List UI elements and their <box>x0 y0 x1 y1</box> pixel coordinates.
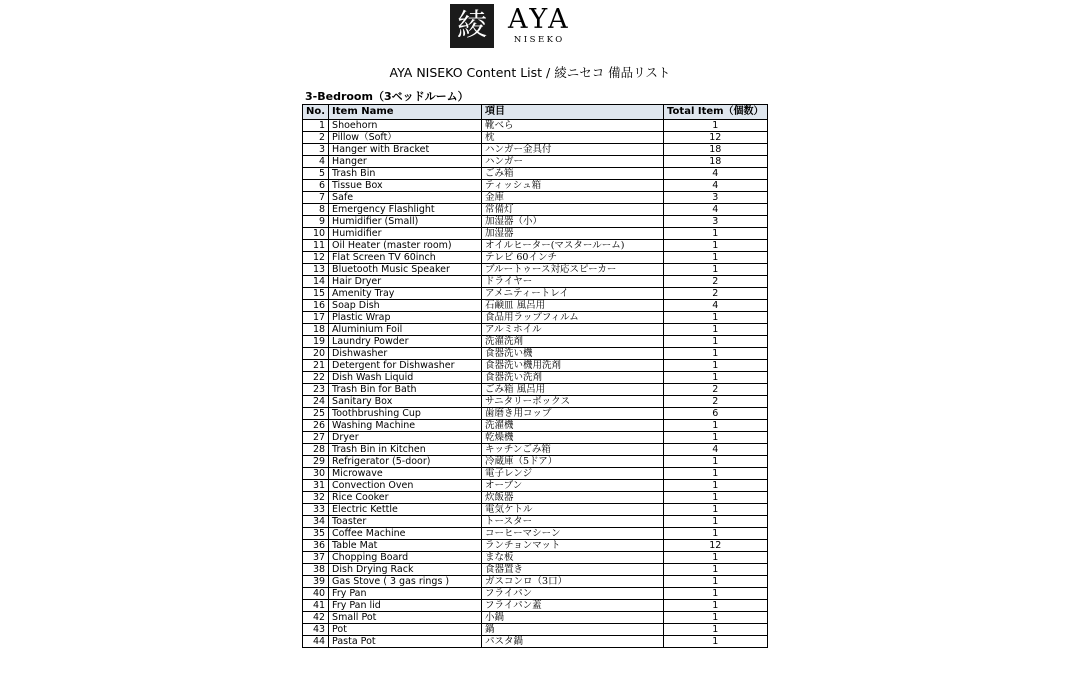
cell-item-name: Pasta Pot <box>329 636 482 648</box>
cell-item-name: Microwave <box>329 468 482 480</box>
cell-total: 4 <box>664 180 768 192</box>
table-row <box>303 396 768 408</box>
cell-item-name: Rice Cooker <box>329 492 482 504</box>
cell-total: 1 <box>664 468 768 480</box>
table-row <box>303 600 768 612</box>
cell-item-name: Soap Dish <box>329 300 482 312</box>
column-header-item-jp: 項目 <box>482 105 664 120</box>
cell-item-name: Washing Machine <box>329 420 482 432</box>
cell-total: 1 <box>664 528 768 540</box>
cell-item-jp: 洗濯洗剤 <box>482 336 664 348</box>
cell-item-name: Trash Bin <box>329 168 482 180</box>
table-row <box>303 252 768 264</box>
cell-total: 18 <box>664 156 768 168</box>
cell-number: 17 <box>303 312 329 324</box>
cell-item-jp: 常備灯 <box>482 204 664 216</box>
table-row <box>303 180 768 192</box>
cell-item-name: Fry Pan lid <box>329 600 482 612</box>
table-body <box>303 120 768 648</box>
cell-item-name: Hanger with Bracket <box>329 144 482 156</box>
table-row <box>303 552 768 564</box>
cell-item-name: Safe <box>329 192 482 204</box>
cell-number: 9 <box>303 216 329 228</box>
cell-total: 1 <box>664 624 768 636</box>
cell-item-jp: キッチンごみ箱 <box>482 444 664 456</box>
cell-total: 2 <box>664 384 768 396</box>
cell-item-jp: パスタ鍋 <box>482 636 664 648</box>
cell-item-name: Electric Kettle <box>329 504 482 516</box>
column-header-total: Total Item（個数） <box>664 105 768 120</box>
cell-number: 33 <box>303 504 329 516</box>
table-row <box>303 636 768 648</box>
cell-item-name: Dish Wash Liquid <box>329 372 482 384</box>
cell-total: 1 <box>664 120 768 132</box>
table-row <box>303 204 768 216</box>
cell-total: 1 <box>664 636 768 648</box>
cell-item-jp: 炊飯器 <box>482 492 664 504</box>
table-row <box>303 336 768 348</box>
cell-item-name: Sanitary Box <box>329 396 482 408</box>
cell-number: 7 <box>303 192 329 204</box>
cell-number: 20 <box>303 348 329 360</box>
cell-item-name: Refrigerator (5-door) <box>329 456 482 468</box>
cell-item-jp: アメニティートレイ <box>482 288 664 300</box>
cell-total: 1 <box>664 264 768 276</box>
cell-total: 2 <box>664 276 768 288</box>
cell-total: 2 <box>664 288 768 300</box>
cell-number: 36 <box>303 540 329 552</box>
cell-item-name: Plastic Wrap <box>329 312 482 324</box>
cell-item-jp: フライパン蓋 <box>482 600 664 612</box>
cell-total: 1 <box>664 324 768 336</box>
cell-total: 1 <box>664 588 768 600</box>
cell-item-jp: ランチョンマット <box>482 540 664 552</box>
cell-item-jp: テレビ 60インチ <box>482 252 664 264</box>
cell-number: 38 <box>303 564 329 576</box>
cell-number: 40 <box>303 588 329 600</box>
cell-item-jp: 鍋 <box>482 624 664 636</box>
cell-item-name: Chopping Board <box>329 552 482 564</box>
cell-item-name: Small Pot <box>329 612 482 624</box>
cell-number: 43 <box>303 624 329 636</box>
cell-total: 1 <box>664 552 768 564</box>
cell-item-jp: 食器置き <box>482 564 664 576</box>
cell-number: 2 <box>303 132 329 144</box>
cell-total: 1 <box>664 504 768 516</box>
cell-total: 1 <box>664 480 768 492</box>
cell-item-name: Convection Oven <box>329 480 482 492</box>
cell-number: 15 <box>303 288 329 300</box>
cell-item-jp: オイルヒーター(マスタールーム) <box>482 240 664 252</box>
logo-text <box>508 6 571 46</box>
cell-total: 1 <box>664 360 768 372</box>
table-row <box>303 624 768 636</box>
cell-number: 28 <box>303 444 329 456</box>
cell-number: 11 <box>303 240 329 252</box>
cell-item-name: Humidifier (Small) <box>329 216 482 228</box>
cell-item-jp: ごみ箱 風呂用 <box>482 384 664 396</box>
table-row <box>303 384 768 396</box>
table-row <box>303 540 768 552</box>
cell-item-jp: コーヒーマシーン <box>482 528 664 540</box>
cell-total: 1 <box>664 600 768 612</box>
table-row <box>303 408 768 420</box>
cell-item-name: Shoehorn <box>329 120 482 132</box>
cell-item-name: Toothbrushing Cup <box>329 408 482 420</box>
cell-total: 3 <box>664 216 768 228</box>
table-row <box>303 504 768 516</box>
cell-item-jp: ハンガー <box>482 156 664 168</box>
column-header-item-name: Item Name <box>329 105 482 120</box>
cell-item-jp: アルミホイル <box>482 324 664 336</box>
cell-item-jp: ガスコンロ（3口） <box>482 576 664 588</box>
table-row <box>303 480 768 492</box>
cell-number: 4 <box>303 156 329 168</box>
cell-item-jp: オーブン <box>482 480 664 492</box>
cell-item-jp: ドライヤー <box>482 276 664 288</box>
cell-item-jp: まな板 <box>482 552 664 564</box>
cell-item-jp: 歯磨き用コップ <box>482 408 664 420</box>
cell-item-jp: ハンガー金具付 <box>482 144 664 156</box>
cell-total: 2 <box>664 396 768 408</box>
cell-item-name: Dishwasher <box>329 348 482 360</box>
cell-item-jp: フライパン <box>482 588 664 600</box>
cell-item-jp: 加湿器 <box>482 228 664 240</box>
cell-number: 34 <box>303 516 329 528</box>
cell-item-jp: 石鹸皿 風呂用 <box>482 300 664 312</box>
cell-item-name: Aluminium Foil <box>329 324 482 336</box>
cell-total: 1 <box>664 252 768 264</box>
table-row <box>303 156 768 168</box>
cell-item-jp: ブルートゥース対応スピーカー <box>482 264 664 276</box>
cell-item-name: Dryer <box>329 432 482 444</box>
cell-item-jp: 冷蔵庫（5ドア） <box>482 456 664 468</box>
cell-item-jp: ごみ箱 <box>482 168 664 180</box>
table-row <box>303 468 768 480</box>
cell-item-jp: 食器洗い洗剤 <box>482 372 664 384</box>
cell-number: 26 <box>303 420 329 432</box>
cell-item-jp: ティッシュ箱 <box>482 180 664 192</box>
cell-total: 4 <box>664 300 768 312</box>
cell-total: 1 <box>664 456 768 468</box>
cell-total: 1 <box>664 612 768 624</box>
table-row <box>303 288 768 300</box>
cell-item-name: Pillow（Soft） <box>329 132 482 144</box>
cell-total: 4 <box>664 204 768 216</box>
cell-item-name: Bluetooth Music Speaker <box>329 264 482 276</box>
cell-number: 42 <box>303 612 329 624</box>
table-row <box>303 324 768 336</box>
cell-number: 5 <box>303 168 329 180</box>
cell-total: 4 <box>664 444 768 456</box>
cell-total: 4 <box>664 168 768 180</box>
cell-total: 1 <box>664 432 768 444</box>
logo-word: AYA <box>508 4 571 35</box>
cell-total: 1 <box>664 228 768 240</box>
cell-item-jp: 食品用ラップフィルム <box>482 312 664 324</box>
cell-number: 29 <box>303 456 329 468</box>
cell-total: 1 <box>664 240 768 252</box>
cell-number: 6 <box>303 180 329 192</box>
cell-total: 1 <box>664 564 768 576</box>
cell-number: 23 <box>303 384 329 396</box>
table-row <box>303 528 768 540</box>
cell-item-jp: トースター <box>482 516 664 528</box>
table-row <box>303 264 768 276</box>
cell-number: 22 <box>303 372 329 384</box>
cell-item-name: Amenity Tray <box>329 288 482 300</box>
table-row <box>303 612 768 624</box>
table-row <box>303 420 768 432</box>
cell-item-jp: 加湿器（小） <box>482 216 664 228</box>
cell-item-name: Trash Bin for Bath <box>329 384 482 396</box>
cell-total: 3 <box>664 192 768 204</box>
cell-item-name: Tissue Box <box>329 180 482 192</box>
table-row <box>303 576 768 588</box>
logo-subtitle: NISEKO <box>513 35 565 45</box>
cell-item-name: Emergency Flashlight <box>329 204 482 216</box>
cell-number: 30 <box>303 468 329 480</box>
table-row <box>303 144 768 156</box>
brand-logo <box>450 3 571 49</box>
cell-item-name: Fry Pan <box>329 588 482 600</box>
cell-number: 24 <box>303 396 329 408</box>
table-row <box>303 564 768 576</box>
table-row <box>303 168 768 180</box>
cell-item-name: Dish Drying Rack <box>329 564 482 576</box>
column-header-no: No. <box>303 105 329 120</box>
cell-number: 13 <box>303 264 329 276</box>
logo-mark: 綾 <box>450 4 494 48</box>
cell-number: 16 <box>303 300 329 312</box>
cell-item-name: Toaster <box>329 516 482 528</box>
table-row <box>303 120 768 132</box>
cell-number: 21 <box>303 360 329 372</box>
cell-total: 12 <box>664 540 768 552</box>
cell-number: 18 <box>303 324 329 336</box>
cell-total: 1 <box>664 420 768 432</box>
cell-number: 39 <box>303 576 329 588</box>
cell-item-jp: 電子レンジ <box>482 468 664 480</box>
table-row <box>303 132 768 144</box>
cell-item-name: Oil Heater (master room) <box>329 240 482 252</box>
cell-number: 32 <box>303 492 329 504</box>
cell-item-name: Table Mat <box>329 540 482 552</box>
cell-total: 1 <box>664 492 768 504</box>
table-row <box>303 216 768 228</box>
table-row <box>303 276 768 288</box>
cell-number: 10 <box>303 228 329 240</box>
cell-item-name: Flat Screen TV 60inch <box>329 252 482 264</box>
cell-number: 25 <box>303 408 329 420</box>
table-header-row <box>303 105 768 120</box>
cell-number: 19 <box>303 336 329 348</box>
cell-item-name: Hanger <box>329 156 482 168</box>
cell-item-jp: 乾燥機 <box>482 432 664 444</box>
table-row <box>303 456 768 468</box>
cell-number: 44 <box>303 636 329 648</box>
section-heading: 3-Bedroom（3ベッドルーム） <box>305 90 469 103</box>
table-row <box>303 372 768 384</box>
table-row <box>303 240 768 252</box>
cell-total: 1 <box>664 336 768 348</box>
table-row <box>303 432 768 444</box>
cell-item-name: Trash Bin in Kitchen <box>329 444 482 456</box>
table-row <box>303 492 768 504</box>
cell-item-jp: 食器洗い機用洗剤 <box>482 360 664 372</box>
cell-item-name: Humidifier <box>329 228 482 240</box>
cell-number: 1 <box>303 120 329 132</box>
cell-number: 12 <box>303 252 329 264</box>
cell-item-jp: 靴べら <box>482 120 664 132</box>
table-row <box>303 348 768 360</box>
document-title: AYA NISEKO Content List / 綾ニセコ 備品リスト <box>389 65 671 80</box>
cell-number: 37 <box>303 552 329 564</box>
cell-item-name: Coffee Machine <box>329 528 482 540</box>
cell-item-name: Gas Stove ( 3 gas rings ) <box>329 576 482 588</box>
cell-item-jp: 金庫 <box>482 192 664 204</box>
cell-item-jp: 食器洗い機 <box>482 348 664 360</box>
cell-item-jp: 洗濯機 <box>482 420 664 432</box>
table-row <box>303 516 768 528</box>
table-row <box>303 312 768 324</box>
cell-item-jp: 枕 <box>482 132 664 144</box>
cell-total: 12 <box>664 132 768 144</box>
cell-total: 18 <box>664 144 768 156</box>
cell-item-jp: 小鍋 <box>482 612 664 624</box>
table-row <box>303 192 768 204</box>
cell-number: 31 <box>303 480 329 492</box>
cell-item-name: Laundry Powder <box>329 336 482 348</box>
cell-item-jp: 電気ケトル <box>482 504 664 516</box>
cell-total: 1 <box>664 372 768 384</box>
cell-number: 14 <box>303 276 329 288</box>
cell-total: 6 <box>664 408 768 420</box>
cell-total: 1 <box>664 348 768 360</box>
cell-item-jp: サニタリーボックス <box>482 396 664 408</box>
cell-number: 41 <box>303 600 329 612</box>
cell-total: 1 <box>664 576 768 588</box>
cell-number: 35 <box>303 528 329 540</box>
cell-item-name: Hair Dryer <box>329 276 482 288</box>
table-row <box>303 300 768 312</box>
cell-item-name: Detergent for Dishwasher <box>329 360 482 372</box>
table-row <box>303 588 768 600</box>
cell-item-name: Pot <box>329 624 482 636</box>
table-row <box>303 444 768 456</box>
content-list-table <box>302 104 768 648</box>
cell-total: 1 <box>664 312 768 324</box>
table-row <box>303 360 768 372</box>
cell-number: 27 <box>303 432 329 444</box>
cell-number: 8 <box>303 204 329 216</box>
table-row <box>303 228 768 240</box>
cell-total: 1 <box>664 516 768 528</box>
cell-number: 3 <box>303 144 329 156</box>
